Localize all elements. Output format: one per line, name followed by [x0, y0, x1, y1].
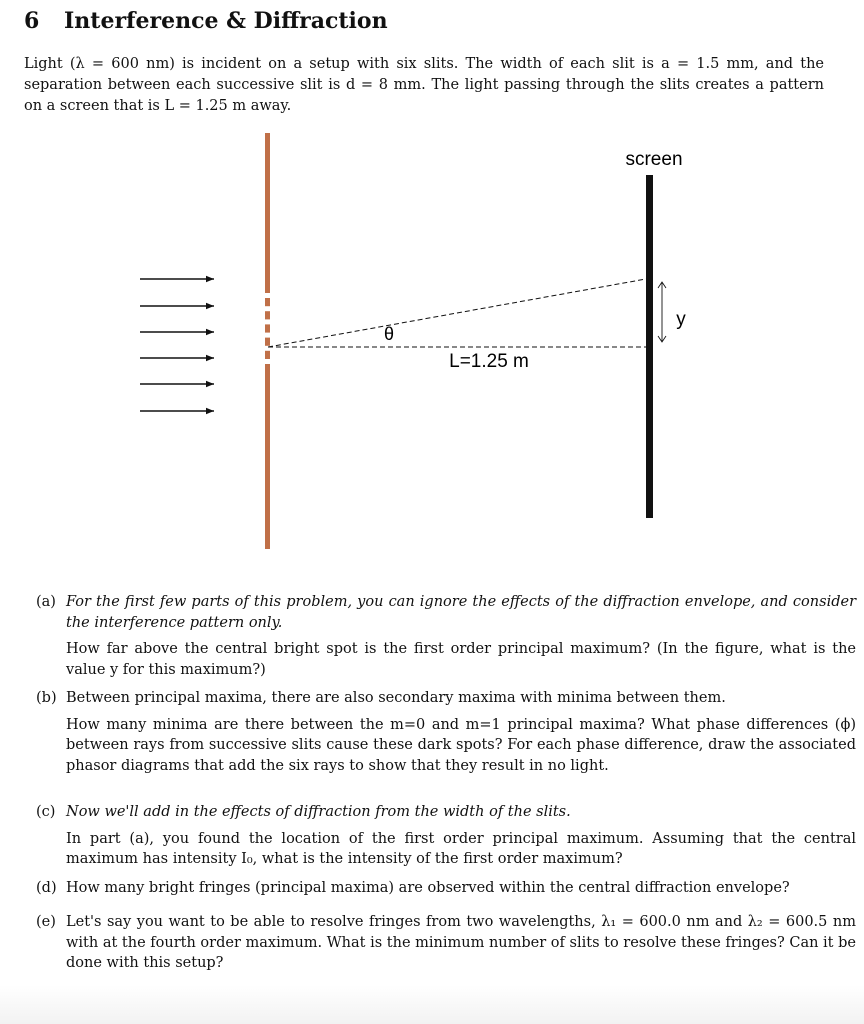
part-letter: (e): [36, 914, 56, 930]
barrier-segment: [265, 298, 270, 306]
screen-label: screen: [625, 149, 683, 170]
question-part: [36, 912, 856, 974]
question-part: [36, 878, 856, 899]
part-letter: (d): [36, 880, 57, 896]
part-paragraph: For the first few parts of this problem, you can ignore the effects of the diffraction envelope, and consider the interference pattern only.: [66, 594, 856, 631]
barrier-segment: [265, 311, 270, 319]
setup-diagram: [0, 125, 864, 555]
part-paragraph: Let's say you want to be able to resolve fringes from two wavelengths, λ₁ = 600.0 nm and λ₂ = 600.5 nm with at the fourth order maximum. What is the minimum number of slits to resolve these fringes? Can it be done with this setup?: [66, 914, 856, 971]
part-paragraph: How far above the central bright spot is the first order principal maximum? (In the figure, what is the value y for this maximum?): [66, 641, 856, 678]
setup-figure: [0, 125, 864, 555]
part-letter: (c): [36, 804, 56, 820]
distance-label: L=1.25 m: [449, 351, 529, 372]
question-part: [36, 802, 856, 870]
part-paragraph: How many bright fringes (principal maxima) are observed within the central diffraction envelope?: [66, 880, 790, 896]
barrier-segment: [265, 338, 270, 346]
part-paragraph: How many minima are there between the m=0 and m=1 principal maxima? What phase differences (ϕ) between rays from successive slits cause these dark spots? For each phase difference, draw the associated phasor diagrams that add the six rays to show that they result in no light.: [66, 716, 856, 774]
part-letter: (b): [36, 690, 57, 706]
slit-barrier: [265, 133, 270, 549]
question-part: [36, 688, 856, 776]
section-title: Interference & Diffraction: [64, 8, 388, 34]
page-bottom-shade: [0, 985, 864, 1024]
section-heading: [24, 8, 388, 34]
problem-intro: Light (λ = 600 nm) is incident on a setup with six slits. The width of each slit is a = 1.5 mm, and the separation between each successive slit is d = 8 mm. The light passing through the slits creates a pattern on a screen that is L = 1.25 m away.: [24, 56, 824, 114]
question-part: [36, 592, 856, 680]
barrier-segment: [265, 364, 270, 549]
part-paragraph: In part (a), you found the location of the first order principal maximum. Assuming that the central maximum has intensity I₀, what is the intensity of the first order maximum?: [66, 830, 856, 867]
y-label: y: [676, 309, 686, 330]
part-paragraph: Now we'll add in the effects of diffraction from the width of the slits.: [66, 804, 571, 820]
section-number: 6: [24, 8, 40, 34]
theta-label: θ: [383, 324, 395, 344]
barrier-segment: [265, 324, 270, 332]
part-letter: (a): [36, 594, 56, 610]
angled-ray-line: [268, 279, 646, 347]
incident-light-arrows: [140, 279, 214, 411]
barrier-segment: [265, 133, 270, 293]
barrier-segment: [265, 351, 270, 359]
screen-bar: [646, 175, 653, 518]
part-paragraph: Between principal maxima, there are also secondary maxima with minima between them.: [66, 690, 726, 706]
